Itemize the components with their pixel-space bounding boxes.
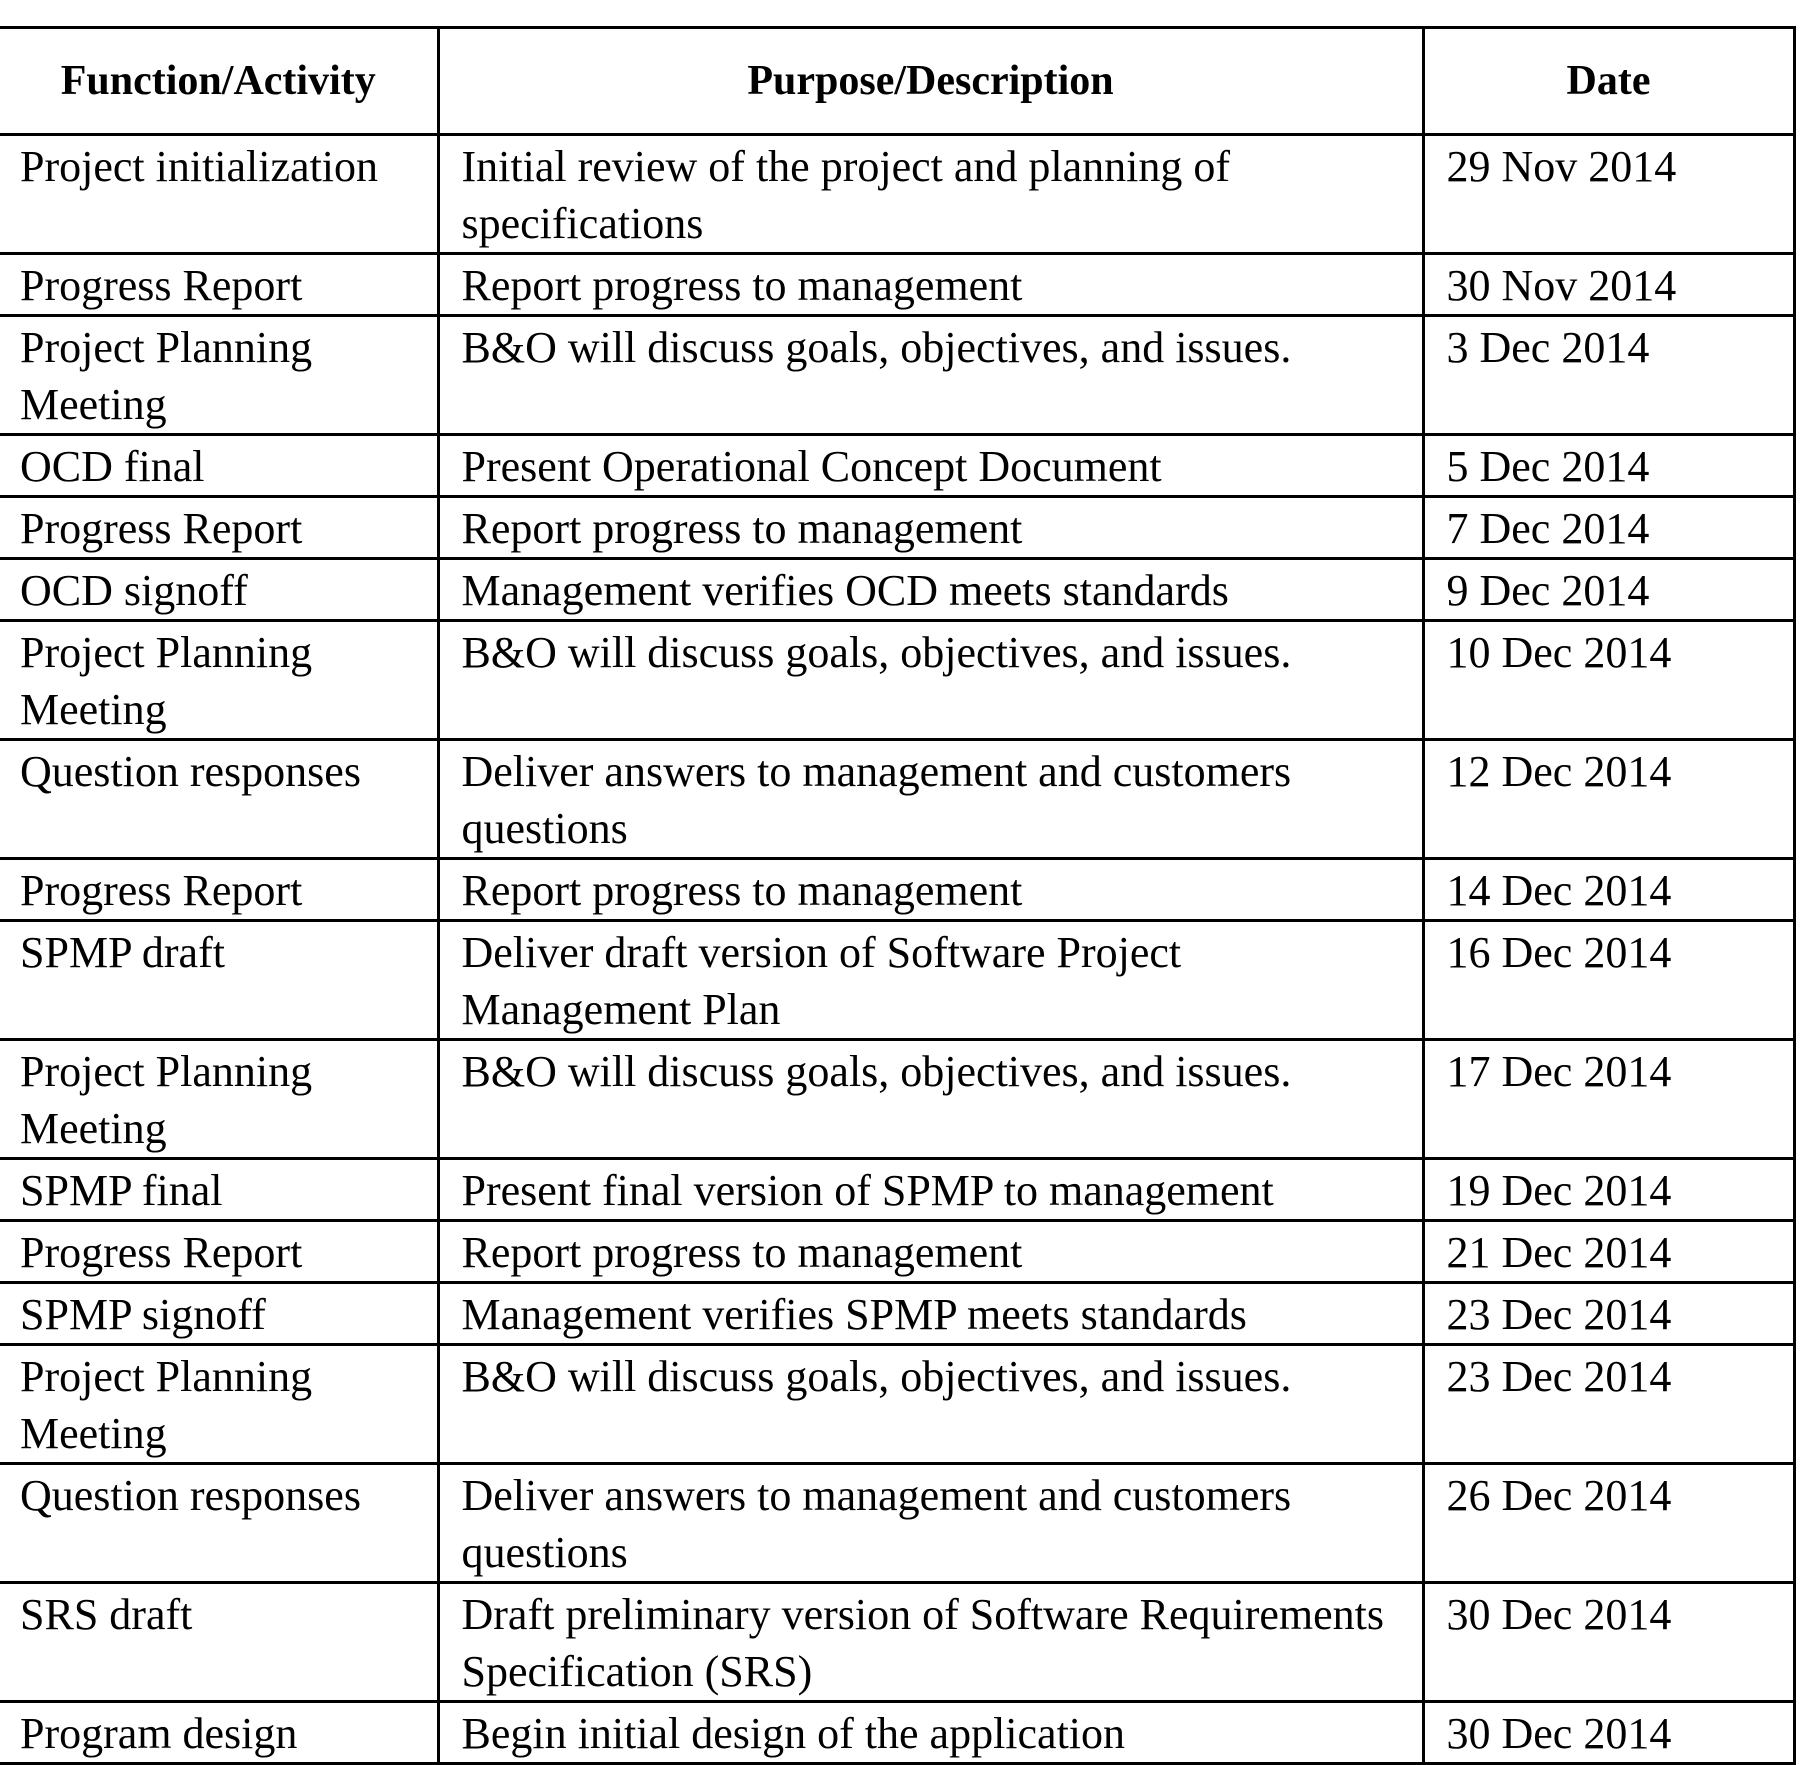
purpose-cell: B&O will discuss goals, objectives, and issues. [461,1047,1292,1096]
table-row [0,621,1794,740]
table-row [0,254,1794,316]
table-header-row [0,28,1794,135]
table-body [0,135,1794,1764]
table-row [0,921,1794,1040]
date-cell: 12 Dec 2014 [1446,747,1672,796]
function-cell: Progress Report [20,261,303,310]
date-cell: 5 Dec 2014 [1446,442,1650,491]
date-cell: 30 Dec 2014 [1446,1709,1672,1758]
header-purpose-description: Purpose/Description [438,28,1423,135]
function-cell: Project Planning Meeting [20,323,313,429]
function-cell: Question responses [20,747,361,796]
function-cell: SPMP signoff [20,1290,266,1339]
table-row [0,316,1794,435]
purpose-cell: Initial review of the project and planning of specifications [461,142,1231,248]
table-row [0,135,1794,254]
table-row [0,1040,1794,1159]
function-cell: SRS draft [20,1590,193,1639]
function-cell: Project initialization [20,142,379,191]
table-row [0,1583,1794,1702]
header-function-activity: Function/Activity [0,28,438,135]
function-cell: Question responses [20,1471,361,1520]
function-cell: Program design [20,1709,298,1758]
purpose-cell: Present Operational Concept Document [461,442,1162,491]
date-cell: 21 Dec 2014 [1446,1228,1672,1277]
date-cell: 30 Dec 2014 [1446,1590,1672,1639]
purpose-cell: Deliver answers to management and customers questions [461,1471,1292,1577]
function-cell: OCD signoff [20,566,248,615]
table-row [0,497,1794,559]
function-cell: SPMP draft [20,928,225,977]
schedule-table [0,26,1796,1765]
table-row [0,559,1794,621]
function-cell: Progress Report [20,504,303,553]
table-row [0,740,1794,859]
purpose-cell: Draft preliminary version of Software Requirements Specification (SRS) [461,1590,1384,1696]
date-cell: 29 Nov 2014 [1446,142,1677,191]
table-row [0,1221,1794,1283]
function-cell: Progress Report [20,866,303,915]
table-row [0,1283,1794,1345]
function-cell: OCD final [20,442,205,491]
table-row [0,1159,1794,1221]
purpose-cell: Management verifies OCD meets standards [461,566,1229,615]
table-row [0,1464,1794,1583]
date-cell: 26 Dec 2014 [1446,1471,1672,1520]
purpose-cell: Begin initial design of the application [461,1709,1126,1758]
date-cell: 14 Dec 2014 [1446,866,1672,915]
purpose-cell: B&O will discuss goals, objectives, and issues. [461,1352,1292,1401]
purpose-cell: Present final version of SPMP to management [461,1166,1274,1215]
purpose-cell: B&O will discuss goals, objectives, and issues. [461,323,1292,372]
purpose-cell: Report progress to management [461,261,1023,310]
date-cell: 23 Dec 2014 [1446,1352,1672,1401]
table-row [0,859,1794,921]
table-row [0,435,1794,497]
date-cell: 7 Dec 2014 [1446,504,1650,553]
function-cell: Project Planning Meeting [20,628,313,734]
table-row [0,1345,1794,1464]
purpose-cell: Management verifies SPMP meets standards [461,1290,1247,1339]
purpose-cell: Deliver draft version of Software Project Management Plan [461,928,1182,1034]
function-cell: Project Planning Meeting [20,1352,313,1458]
date-cell: 16 Dec 2014 [1446,928,1672,977]
table-row [0,1702,1794,1764]
header-date: Date [1423,28,1794,135]
purpose-cell: Deliver answers to management and customers questions [461,747,1292,853]
date-cell: 17 Dec 2014 [1446,1047,1672,1096]
function-cell: Project Planning Meeting [20,1047,313,1153]
purpose-cell: Report progress to management [461,1228,1023,1277]
purpose-cell: B&O will discuss goals, objectives, and issues. [461,628,1292,677]
date-cell: 30 Nov 2014 [1446,261,1677,310]
date-cell: 23 Dec 2014 [1446,1290,1672,1339]
function-cell: Progress Report [20,1228,303,1277]
date-cell: 19 Dec 2014 [1446,1166,1672,1215]
function-cell: SPMP final [20,1166,223,1215]
date-cell: 3 Dec 2014 [1446,323,1650,372]
purpose-cell: Report progress to management [461,866,1023,915]
date-cell: 10 Dec 2014 [1446,628,1672,677]
purpose-cell: Report progress to management [461,504,1023,553]
date-cell: 9 Dec 2014 [1446,566,1650,615]
